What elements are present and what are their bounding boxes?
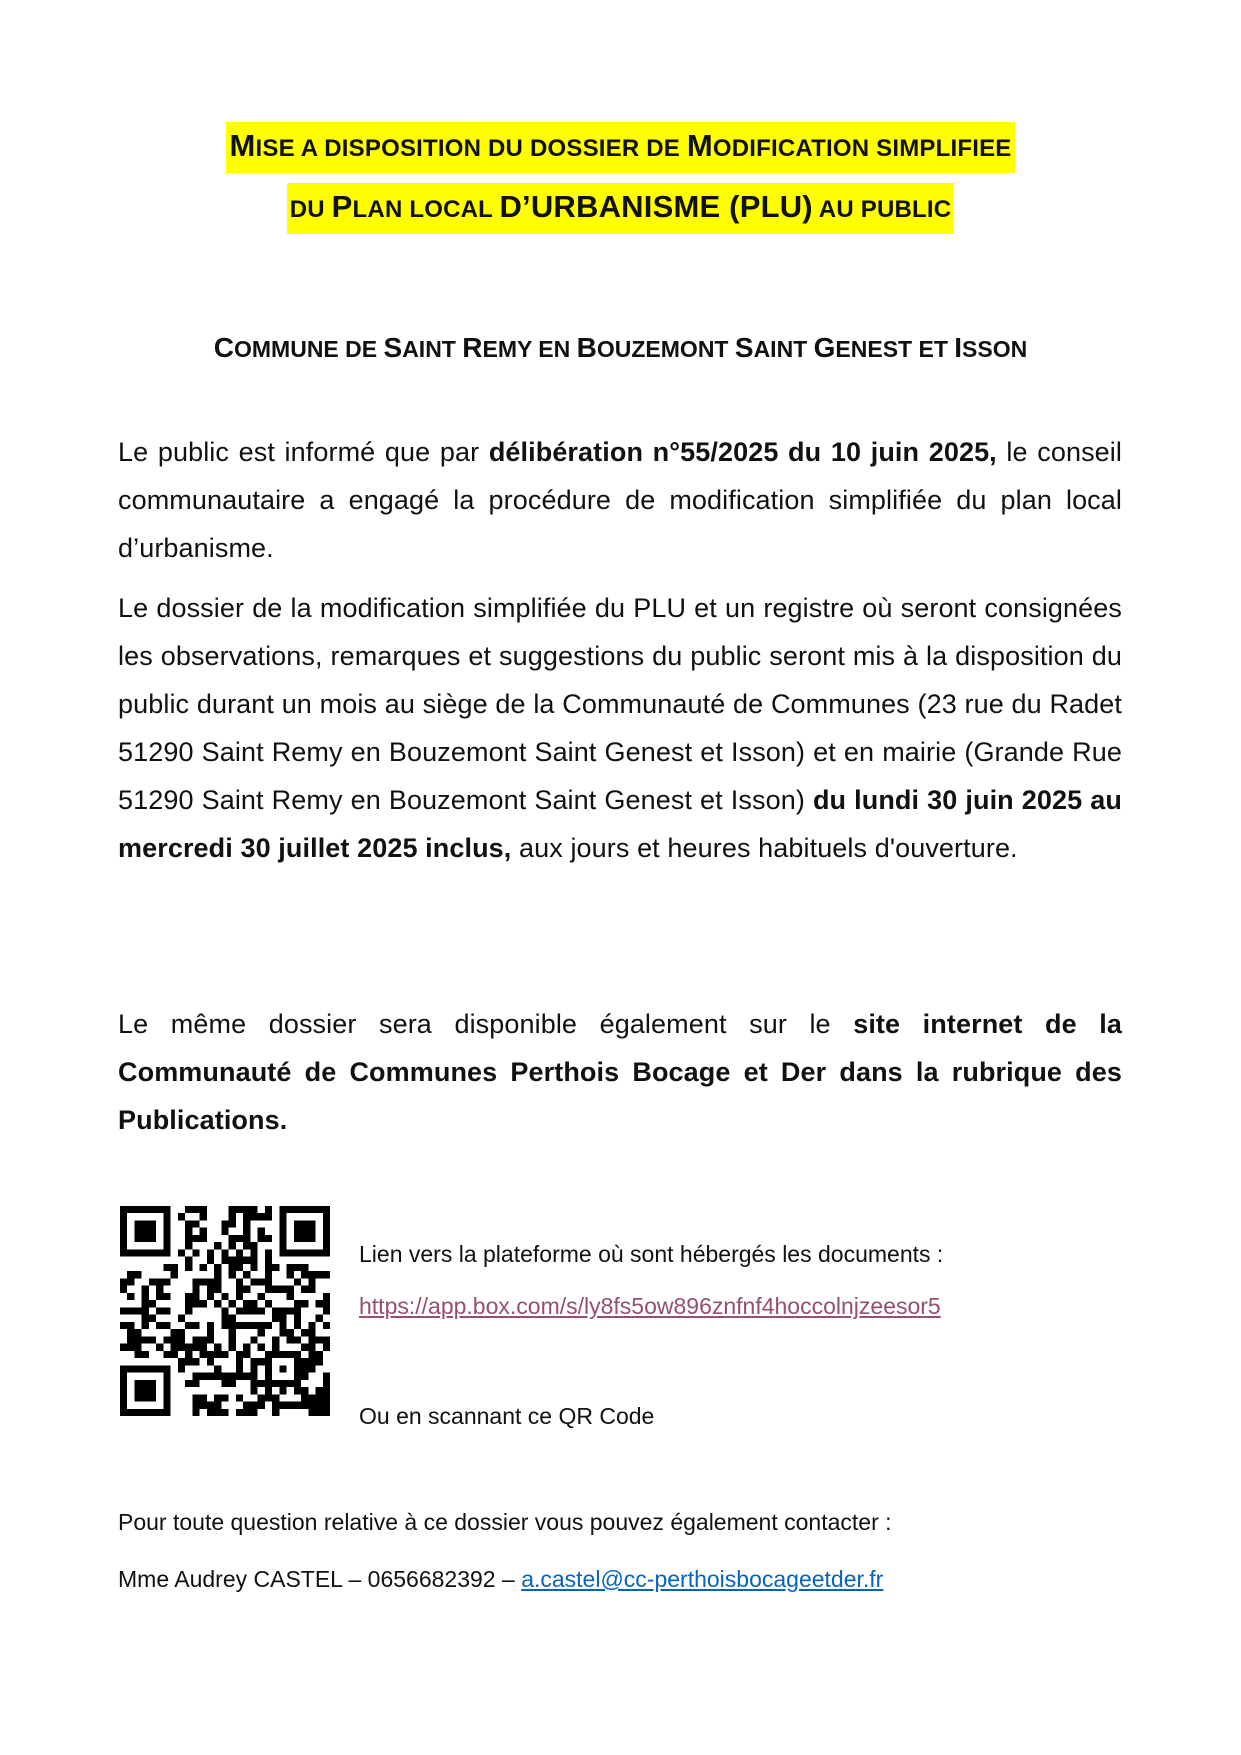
contact-name-phone: Mme Audrey CASTEL – 0656682392 – (118, 1566, 522, 1592)
commune-heading (0, 328, 1241, 369)
text-run: AU PUBLIC (812, 196, 952, 223)
text-run: AINT (402, 336, 463, 362)
bold-text-run: site internet de la Communauté de Communes Perthois Bocage et Der dans la rubrique des Publications. (118, 1009, 1122, 1135)
text-run: R (462, 332, 483, 363)
text-run: I (954, 332, 963, 363)
text-run: OMMUNE DE (234, 336, 384, 362)
text-run: SSON (962, 336, 1028, 362)
link-label: Lien vers la plateforme où sont hébergés les documents : (359, 1241, 944, 1267)
text-run: M (686, 128, 713, 163)
contact-line (118, 1563, 883, 1595)
text-run: OUZEMONT (596, 336, 735, 362)
title-line-2 (287, 183, 955, 234)
documents-link[interactable]: https://app.box.com/s/ly8fs5ow896znfnf4hoccolnjzeesor5 (359, 1293, 941, 1319)
document-title (0, 122, 1241, 234)
text-run: EMY EN (482, 336, 577, 362)
text-run: DU (289, 196, 332, 223)
text-run: Le même dossier sera disponible également sur le (118, 1009, 854, 1039)
text-run: S (734, 332, 754, 363)
paragraph-deliberation (118, 428, 1122, 572)
paragraph-website (118, 1000, 1122, 1144)
text-run: ODIFICATION SIMPLIFIEE (712, 135, 1012, 162)
text-run: G (813, 332, 836, 363)
qr-code (120, 1206, 330, 1416)
contact-label: Pour toute question relative à ce dossier vous pouvez également contacter : (118, 1509, 892, 1535)
text-run: D’URBANISME (PLU) (499, 189, 813, 224)
text-run: ENEST ET (835, 336, 955, 362)
text-run: le conseil communautaire a engagé la procédure de modification simplifiée du plan local d’urbanisme. (118, 437, 1122, 563)
text-run: Le public est informé que par (118, 437, 489, 467)
qr-caption: Ou en scannant ce QR Code (359, 1403, 655, 1429)
paragraph-dossier-availability (118, 584, 1122, 872)
text-run: ISE A DISPOSITION DU DOSSIER DE (255, 135, 687, 162)
bold-text-run: du lundi 30 juin 2025 au mercredi 30 juillet 2025 inclus, (118, 785, 1122, 863)
bold-text-run: délibération n°55/2025 du 10 juin 2025, (488, 437, 997, 467)
text-run: S (383, 332, 403, 363)
text-run: B (576, 332, 597, 363)
text-run: aux jours et heures habituels d'ouverture. (511, 833, 1018, 863)
text-run: P (331, 189, 353, 224)
text-run: C (213, 332, 234, 363)
text-run: LAN LOCAL (352, 196, 500, 223)
contact-email-link[interactable]: a.castel@cc-perthoisbocageetder.fr (521, 1566, 884, 1592)
text-run: Le dossier de la modification simplifiée du PLU et un registre où seront consignées les observations, remarques et suggestions du public seront mis à la disposition du public durant un mois au siège de la Communauté de Communes (23 rue du Radet 51290 Saint Remy en Bouzemont Saint Genest et Isson) et en mairie (Grande Rue 51290 Saint Remy en Bouzemont Saint Genest et Isson) (118, 593, 1122, 815)
text-run: AINT (753, 336, 814, 362)
title-line-1 (226, 122, 1014, 173)
text-run: M (229, 128, 256, 163)
